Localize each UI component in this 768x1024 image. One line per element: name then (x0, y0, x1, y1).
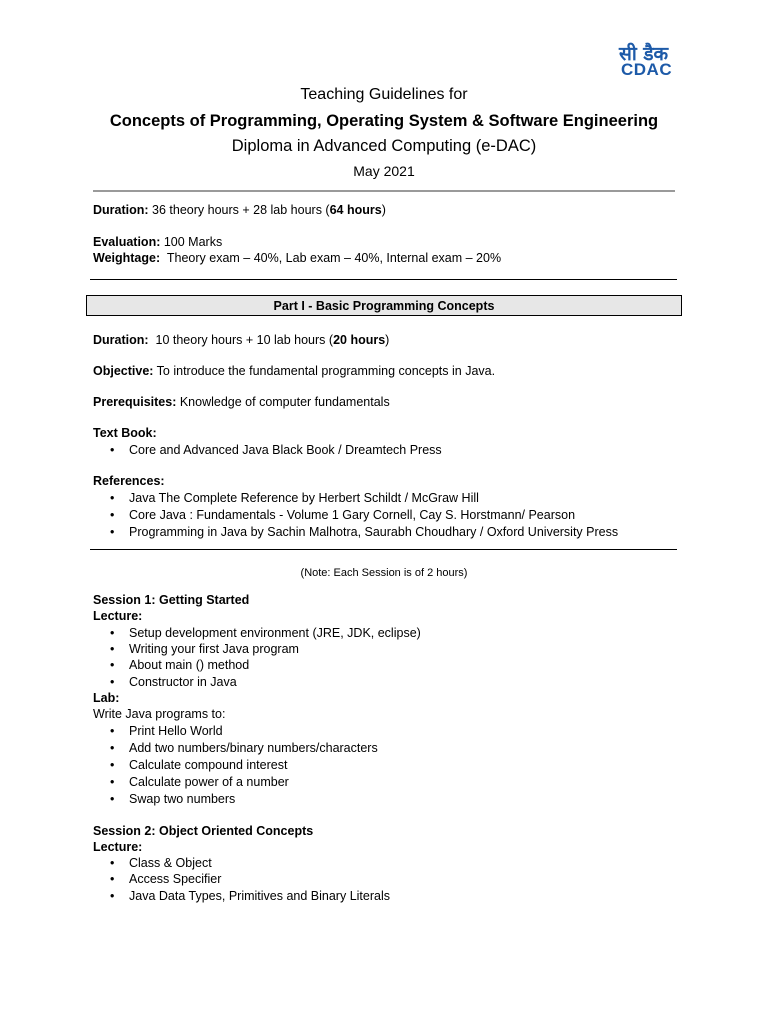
logo-latin-text: CDAC (621, 60, 673, 79)
lecture-item: Setup development environment (JRE, JDK, eclipse) (129, 626, 421, 640)
lab-item: Calculate power of a number (129, 775, 289, 789)
lecture-item: Class & Object (129, 856, 212, 870)
part1-duration-total: 20 hours (333, 333, 386, 347)
course-duration (93, 203, 386, 217)
weightage-text: Theory exam – 40%, Lab exam – 40%, Internal exam – 20% (160, 251, 502, 265)
diploma-name: Diploma in Advanced Computing (e-DAC) (231, 137, 537, 155)
duration-total: 64 hours (329, 203, 382, 217)
list-item: • Constructor in Java (110, 675, 237, 689)
lab-item: Print Hello World (129, 724, 223, 738)
evaluation-label: Evaluation: (93, 235, 161, 249)
session1-lab-label: Lab: (93, 691, 120, 705)
reference-item: Programming in Java by Sachin Malhotra, Saurabh Choudhary / Oxford University Press (129, 525, 619, 539)
session2-lecture-label: Lecture: (93, 840, 143, 854)
lecture-item: Java Data Types, Primitives and Binary Literals (129, 889, 390, 903)
lab-item: Add two numbers/binary numbers/characters (129, 741, 378, 755)
list-item: • Print Hello World (110, 724, 223, 738)
document-date: May 2021 (353, 163, 415, 179)
session2-title: Session 2: Object Oriented Concepts (93, 824, 314, 838)
list-item: • Class & Object (110, 856, 212, 870)
objective-label: Objective: (93, 364, 154, 378)
list-item: • Java The Complete Reference by Herbert Schildt / McGraw Hill (110, 491, 479, 505)
session1-lecture-label: Lecture: (93, 609, 143, 623)
evaluation-text: 100 Marks (160, 235, 223, 249)
part1-prerequisites (93, 395, 390, 409)
references-label: References: (93, 474, 165, 488)
course-weightage (93, 251, 501, 265)
list-item: • Core Java : Fundamentals - Volume 1 Gary Cornell, Cay S. Horstmann/ Pearson (110, 508, 576, 522)
part1-duration (93, 333, 389, 347)
header-divider (93, 190, 675, 192)
course-evaluation (93, 235, 222, 249)
objective-text: To introduce the fundamental programming concepts in Java. (153, 364, 496, 378)
textbook-item: Core and Advanced Java Black Book / Dreamtech Press (129, 443, 442, 457)
list-item: • Calculate compound interest (110, 758, 288, 772)
session1-title: Session 1: Getting Started (93, 593, 250, 607)
lecture-item: Constructor in Java (129, 675, 237, 689)
list-item: • Core and Advanced Java Black Book / Dreamtech Press (110, 443, 442, 457)
weightage-label: Weightage: (93, 251, 161, 265)
lab-item: Calculate compound interest (129, 758, 288, 772)
logo-hindi-text: सी डैक (619, 43, 669, 65)
session1-lab-intro: Write Java programs to: (93, 707, 226, 721)
session-note: (Note: Each Session is of 2 hours) (300, 567, 468, 579)
duration-label: Duration: (93, 203, 149, 217)
part1-duration-text: 10 theory hours + 10 lab hours ( (148, 333, 334, 347)
reference-item: Java The Complete Reference by Herbert Schildt / McGraw Hill (129, 491, 479, 505)
part1-objective (93, 364, 495, 378)
list-item: • Swap two numbers (110, 792, 236, 806)
list-item: • About main () method (110, 658, 250, 672)
prerequisites-label: Prerequisites: (93, 395, 177, 409)
lecture-item: About main () method (129, 658, 250, 672)
duration-end: ) (381, 203, 386, 217)
list-item: • Setup development environment (JRE, JDK, eclipse) (110, 626, 421, 640)
reference-item: Core Java : Fundamentals - Volume 1 Gary Cornell, Cay S. Horstmann/ Pearson (129, 508, 576, 522)
cdac-logo (615, 40, 681, 82)
list-item: • Calculate power of a number (110, 775, 289, 789)
duration-text: 36 theory hours + 28 lab hours ( (148, 203, 330, 217)
list-item: • Access Specifier (110, 872, 222, 886)
references-divider (90, 549, 677, 550)
document-title: Concepts of Programming, Operating System & Software Engineering (109, 112, 659, 130)
list-item: • Add two numbers/binary numbers/characters (110, 741, 378, 755)
lab-item: Swap two numbers (129, 792, 236, 806)
prerequisites-text: Knowledge of computer fundamentals (176, 395, 390, 409)
lecture-item: Writing your first Java program (129, 642, 299, 656)
document-subtitle: Teaching Guidelines for (300, 86, 468, 103)
part1-duration-label: Duration: (93, 333, 149, 347)
summary-divider (90, 279, 677, 280)
list-item: • Programming in Java by Sachin Malhotra, Saurabh Choudhary / Oxford University Press (110, 525, 619, 539)
list-item: • Writing your first Java program (110, 642, 299, 656)
part1-duration-end: ) (385, 333, 390, 347)
part1-heading: Part I - Basic Programming Concepts (86, 295, 682, 316)
lecture-item: Access Specifier (129, 872, 222, 886)
list-item: • Java Data Types, Primitives and Binary Literals (110, 889, 390, 903)
textbook-label: Text Book: (93, 426, 157, 440)
